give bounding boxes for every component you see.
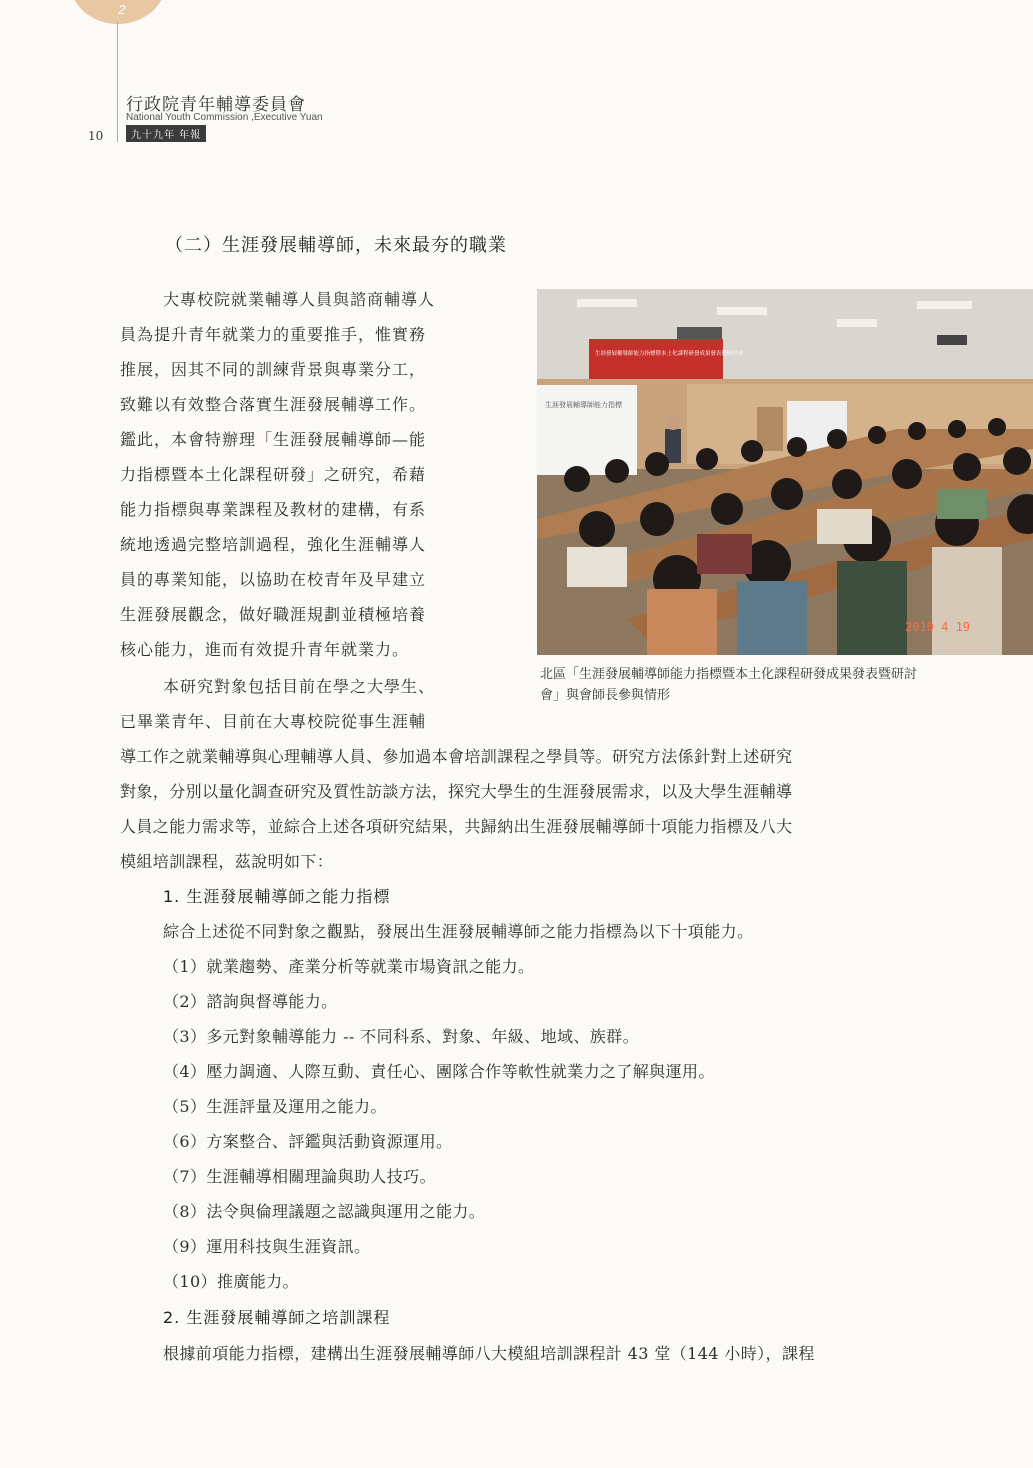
year-badge: 九十九年 年報 xyxy=(126,125,206,142)
banner-text: 生涯發展輔導師能力指標暨本土化課程研發成果發表暨研討會 xyxy=(595,351,744,357)
subsection-2-title: 2. 生涯發展輔導師之培訓課程 xyxy=(163,1308,391,1327)
header-divider xyxy=(117,22,118,142)
text-line: 核心能力，進而有效提升青年就業力。 xyxy=(120,640,410,659)
section-title: （二）生涯發展輔導師，未來最夯的職業 xyxy=(165,235,507,256)
list-item: （8）法令與倫理議題之認識與運用之能力。 xyxy=(163,1202,486,1221)
photo-caption xyxy=(540,664,1033,706)
list-item: （2）諮詢與督導能力。 xyxy=(163,992,338,1011)
list-item: （3）多元對象輔導能力 -- 不同科系、對象、年級、地域、族群。 xyxy=(163,1027,639,1046)
chapter-number: 2 xyxy=(118,2,126,17)
text-line: 能力指標與專業課程及教材的建構，有系 xyxy=(120,500,427,519)
text-line: 力指標暨本土化課程研發」之研究，希藉 xyxy=(120,465,427,484)
subsection-2-text: 根據前項能力指標，建構出生涯發展輔導師八大模組培訓課程計 43 堂（144 小時），課程 xyxy=(163,1344,815,1363)
text-line: 生涯發展觀念，做好職涯規劃並積極培養 xyxy=(120,605,427,624)
date-stamp: 2010 4 19 xyxy=(905,620,971,634)
org-name-en: National Youth Commission ,Executive Yuan xyxy=(126,112,323,123)
text-line: 模組培訓課程，茲說明如下： xyxy=(120,852,334,871)
list-item: （6）方案整合、評鑑與活動資源運用。 xyxy=(163,1132,453,1151)
text-line: 本研究對象包括目前在學之大學生、 xyxy=(163,677,436,696)
text-line: 員為提升青年就業力的重要推手，惟實務 xyxy=(120,325,427,344)
list-item: （1）就業趨勢、產業分析等就業市場資訊之能力。 xyxy=(163,957,535,976)
list-item: （9）運用科技與生涯資訊。 xyxy=(163,1237,371,1256)
caption-line: 會」與會師長參與情形 xyxy=(540,688,671,703)
text-line: 統地透過完整培訓過程，強化生涯輔導人 xyxy=(120,535,427,554)
text-line: 已畢業青年、目前在大專校院從事生涯輔 xyxy=(120,712,427,731)
page-number: 10 xyxy=(88,129,104,143)
seminar-photo xyxy=(537,289,1033,655)
text-line: 推展，因其不同的訓練背景與專業分工， xyxy=(120,360,427,379)
text-line: 對象，分別以量化調查研究及質性訪談方法，探究大學生的生涯發展需求，以及大學生涯輔導 xyxy=(120,782,793,801)
list-item: （5）生涯評量及運用之能力。 xyxy=(163,1097,387,1116)
org-name-zh: 行政院青年輔導委員會 xyxy=(126,95,306,115)
list-item: （10）推廣能力。 xyxy=(163,1272,299,1291)
text-line: 致難以有效整合落實生涯發展輔導工作。 xyxy=(120,395,427,414)
list-item: （4）壓力調適、人際互動、責任心、團隊合作等軟性就業力之了解與運用。 xyxy=(163,1062,715,1081)
screen-text: 生涯發展輔導師能力指標 xyxy=(545,401,622,409)
list-item: （7）生涯輔導相關理論與助人技巧。 xyxy=(163,1167,436,1186)
text-line: 鑑此，本會特辦理「生涯發展輔導師—能 xyxy=(120,430,427,449)
text-line: 導工作之就業輔導與心理輔導人員、參加過本會培訓課程之學員等。研究方法係針對上述研究 xyxy=(120,747,793,766)
subsection-1-intro: 綜合上述從不同對象之觀點，發展出生涯發展輔導師之能力指標為以下十項能力。 xyxy=(163,922,754,941)
text-line: 人員之能力需求等，並綜合上述各項研究結果，共歸納出生涯發展輔導師十項能力指標及八大 xyxy=(120,817,793,836)
subsection-1-title: 1. 生涯發展輔導師之能力指標 xyxy=(163,887,391,906)
text-line: 大專校院就業輔導人員與諮商輔導人 xyxy=(163,290,436,309)
caption-line: 北區「生涯發展輔導師能力指標暨本土化課程研發成果發表暨研討 xyxy=(540,667,918,682)
text-line: 員的專業知能，以協助在校青年及早建立 xyxy=(120,570,427,589)
